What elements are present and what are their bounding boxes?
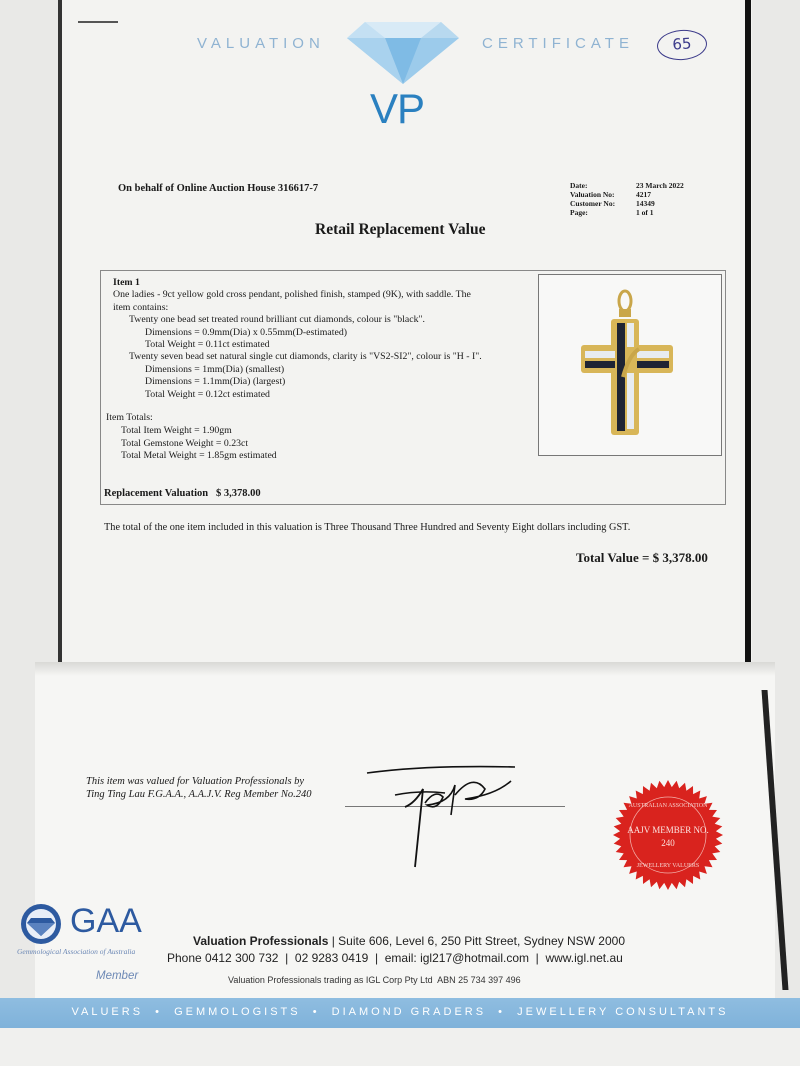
document-title: Retail Replacement Value (315, 221, 486, 238)
stone-detail: Total Weight = 0.12ct estimated (145, 388, 270, 400)
stone-detail: Total Weight = 0.11ct estimated (145, 339, 270, 351)
contact-details: Phone 0412 300 732 | 02 9283 0419 | email: igl217@hotmail.com | www.igl.net.au (167, 951, 623, 965)
meta-value: 14349 (636, 199, 655, 208)
item-totals (106, 412, 277, 463)
meta-value: 1 of 1 (636, 208, 654, 217)
seal-bottom-text: JEWELLERY VALUERS (636, 863, 700, 869)
valuer-line: This item was valued for Valuation Professionals by (86, 776, 305, 787)
stone-detail: Dimensions = 0.9mm(Dia) x 0.55mm(D-estimated) (145, 326, 347, 338)
gaa-subtitle: Gemmological Association of Australia (17, 947, 136, 956)
handwritten-page-number: 65 (656, 28, 708, 61)
item-line: item contains: (113, 301, 169, 313)
meta-label: Customer No: (570, 199, 616, 208)
address-text: | Suite 606, Level 6, 250 Pitt Street, Sydney NSW 2000 (328, 934, 625, 948)
signature-icon (355, 755, 535, 875)
cross-pendant-image (539, 275, 721, 455)
trading-line: Valuation Professionals trading as IGL Corp Pty Ltd ABN 25 734 397 496 (228, 975, 521, 985)
pen-mark (78, 21, 118, 23)
valuer-line: Ting Ting Lau F.G.A.A., A.A.J.V. Reg Member No.240 (86, 789, 312, 800)
table-surface (0, 1028, 800, 1066)
header-word-certificate: CERTIFICATE (482, 35, 634, 52)
pendant-photo (538, 274, 722, 456)
meta-value: 23 March 2022 (636, 181, 684, 190)
footer-band-text: VALUERS • GEMMOLOGISTS • DIAMOND GRADERS • JEWELLERY CONSULTANTS (71, 1006, 729, 1018)
totals-heading: Item Totals: (106, 412, 153, 423)
totals-line: Total Metal Weight = 1.85gm estimated (121, 450, 277, 462)
diamond-logo-icon (345, 20, 461, 86)
stone-detail: Dimensions = 1mm(Dia) (smallest) (145, 363, 285, 375)
paper-edge-right (745, 0, 751, 690)
item-line: One ladies - 9ct yellow gold cross pendant, polished finish, stamped (9K), with saddle. The (113, 289, 471, 301)
total-value: Total Value = $ 3,378.00 (576, 550, 708, 565)
on-behalf-line: On behalf of Online Auction House 316617-7 (118, 183, 319, 194)
company-name: Valuation Professionals (193, 934, 329, 948)
meta-label: Valuation No: (570, 190, 615, 199)
header-word-valuation: VALUATION (197, 35, 325, 52)
meta-row-page (570, 208, 684, 217)
meta-row-date (570, 181, 684, 190)
company-address (193, 934, 625, 948)
totals-line: Total Gemstone Weight = 0.23ct (121, 437, 249, 449)
seal-member-number: 240 (661, 838, 675, 848)
valuer-statement (86, 775, 311, 801)
total-sentence: The total of the one item included in this valuation is Three Thousand Three Hundred and Seventy Eight dollars including GST. (104, 522, 631, 533)
vp-logo: VP (370, 85, 425, 132)
seal-member-label: AAJV MEMBER NO. (627, 825, 709, 835)
replacement-valuation: Replacement Valuation $ 3,378.00 (104, 488, 261, 499)
valuation-meta (570, 181, 684, 217)
stone-description: Twenty one bead set treated round brilliant cut diamonds, colour is "black". (129, 314, 425, 326)
aajv-member-seal-icon (610, 777, 726, 893)
meta-row-valuation-no (570, 190, 684, 199)
seal-top-text: AUSTRALIAN ASSOCIATION (628, 803, 708, 809)
meta-row-customer-no (570, 199, 684, 208)
item-description (113, 277, 533, 401)
paper-fold (35, 662, 775, 676)
meta-label: Date: (570, 181, 588, 190)
paper-edge-left (58, 0, 62, 668)
meta-value: 4217 (636, 190, 651, 199)
meta-label: Page: (570, 208, 588, 217)
totals-line: Total Item Weight = 1.90gm (121, 424, 232, 436)
gaa-logo-icon (15, 902, 67, 946)
gaa-logo-text: GAA (70, 902, 142, 940)
stone-detail: Dimensions = 1.1mm(Dia) (largest) (145, 376, 286, 388)
item-heading: Item 1 (113, 277, 140, 288)
gaa-member-label: Member (96, 970, 139, 982)
stone-description: Twenty seven bead set natural single cut diamonds, clarity is "VS2-SI2", colour is "H - I". (129, 351, 482, 363)
